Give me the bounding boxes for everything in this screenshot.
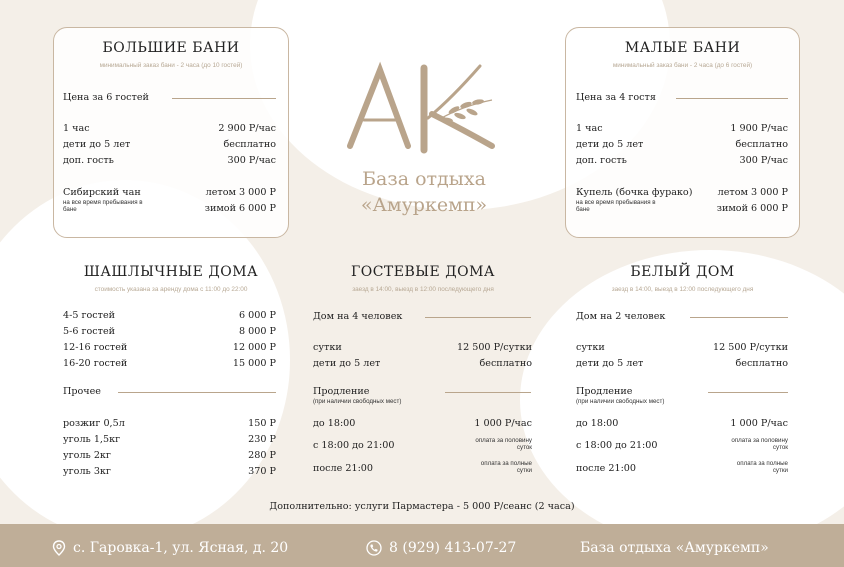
footer-phone[interactable]: 8 (929) 413-07-27 [389,540,517,556]
guest-row-label: сутки [313,342,342,353]
location-pin-icon [52,540,66,556]
guest-row-label: дети до 5 лет [313,358,381,369]
guest-ext-label: с 18:00 до 21:00 [313,440,395,451]
guest-ext-value: оплата за полные сутки [480,460,532,474]
small-baths-row-value: 300 Р/час [739,155,788,166]
big-baths-extra-winter: зимой 6 000 Р [204,203,276,214]
big-baths-row-value: 300 Р/час [227,155,276,166]
divider [425,317,531,318]
big-baths-price-header: Цена за 6 гостей [63,92,149,103]
divider [708,392,788,393]
guest-ext-note: (при наличии свободных мест) [313,398,402,405]
small-baths-price-header: Цена за 4 гостя [576,92,656,103]
guest-row-value: 12 500 Р/сутки [456,342,532,353]
divider [118,392,276,393]
bbq-other-label: уголь 2кг [63,450,111,461]
white-title: БЕЛЫЙ ДОМ [630,264,735,280]
small-baths-extra-note: на все время пребывания в бане [576,199,656,213]
small-baths-row-label: доп. гость [576,155,627,166]
big-baths-extra-note: на все время пребывания в бане [63,199,143,213]
small-baths-row-label: дети до 5 лет [576,139,644,150]
big-baths-subtitle: минимальный заказ бани - 2 часа (до 10 гостей) [99,62,243,69]
big-baths-row-label: доп. гость [63,155,114,166]
white-ext-note: (при наличии свободных мест) [576,398,665,405]
additional-services: Дополнительно: услуги Пармастера - 5 000 Р/сеанс (2 часа) [269,501,575,512]
white-row-value: бесплатно [735,358,788,369]
white-ext-label: с 18:00 до 21:00 [576,440,658,451]
guest-subtitle: заезд в 14:00, выезд в 12:00 последующего дня [352,286,494,293]
big-baths-row-value: 2 900 Р/час [218,123,276,134]
footer-address: с. Гаровка-1, ул. Ясная, д. 20 [73,540,289,556]
bbq-row-value: 15 000 Р [232,358,276,369]
guest-house-header: Дом на 4 человек [313,311,403,322]
small-baths-extra-winter: зимой 6 000 Р [716,203,788,214]
logo-monogram [342,58,502,166]
footer-name: База отдыха «Амуркемп» [580,540,769,556]
divider [445,392,531,393]
logo-line-2: «Амуркемп» [360,194,488,216]
bbq-other-label: розжиг 0,5л [63,418,125,429]
white-ext-label: после 21:00 [576,463,637,474]
bbq-other-header: Прочее [63,386,101,397]
bbq-other-value: 230 Р [248,434,276,445]
divider [690,317,788,318]
white-row-label: дети до 5 лет [576,358,644,369]
big-baths-title: БОЛЬШИЕ БАНИ [102,40,240,56]
bbq-other-label: уголь 3кг [63,466,111,477]
guest-ext-label: после 21:00 [313,463,374,474]
guest-ext-value: оплата за половину суток [475,437,532,451]
bbq-row-label: 12-16 гостей [63,342,128,353]
bbq-row-value: 12 000 Р [232,342,276,353]
big-baths-extra-summer: летом 3 000 Р [205,187,276,198]
white-ext-label: до 18:00 [576,418,619,429]
guest-ext-value: 1 000 Р/час [474,418,532,429]
guest-row-value: бесплатно [479,358,532,369]
white-row-value: 12 500 Р/сутки [712,342,788,353]
bbq-row-value: 8 000 Р [239,326,276,337]
white-ext-value: оплата за полные сутки [736,460,788,474]
white-house-header: Дом на 2 человек [576,311,666,322]
guest-title: ГОСТЕВЫЕ ДОМА [350,264,496,280]
big-baths-row-value: бесплатно [223,139,276,150]
big-baths-extra-label: Сибирский чан [63,187,141,198]
bbq-title: ШАШЛЫЧНЫЕ ДОМА [83,264,259,280]
bbq-row-value: 6 000 Р [239,310,276,321]
small-baths-row-label: 1 час [576,123,603,134]
big-baths-row-label: 1 час [63,123,90,134]
small-baths-extra-label: Купель (бочка фурако) [576,187,693,198]
small-baths-extra-summer: летом 3 000 Р [717,187,788,198]
small-baths-row-value: бесплатно [735,139,788,150]
divider [172,98,276,99]
white-ext-value: оплата за половину суток [731,437,788,451]
white-subtitle: заезд в 14:00, выезд в 12:00 последующего дня [611,286,754,293]
white-ext-value: 1 000 Р/час [730,418,788,429]
bbq-other-value: 150 Р [248,418,276,429]
logo-line-1: База отдыха [362,168,486,190]
bbq-other-value: 370 Р [248,466,276,477]
bbq-row-label: 4-5 гостей [63,310,116,321]
guest-ext-label: до 18:00 [313,418,356,429]
white-row-label: сутки [576,342,605,353]
big-baths-row-label: дети до 5 лет [63,139,131,150]
bbq-other-label: уголь 1,5кг [63,434,121,445]
guest-ext-header: Продление [313,386,370,397]
white-ext-header: Продление [576,386,633,397]
bbq-subtitle: стоимость указана за аренду дома с 11:00 до 22:00 [94,286,248,293]
small-baths-subtitle: минимальный заказ бани - 2 часа (до 6 гостей) [612,62,753,69]
bbq-other-value: 280 Р [248,450,276,461]
divider [676,98,788,99]
phone-icon [366,540,382,556]
small-baths-row-value: 1 900 Р/час [730,123,788,134]
bbq-row-label: 5-6 гостей [63,326,116,337]
bbq-row-label: 16-20 гостей [63,358,128,369]
small-baths-title: МАЛЫЕ БАНИ [624,40,741,56]
